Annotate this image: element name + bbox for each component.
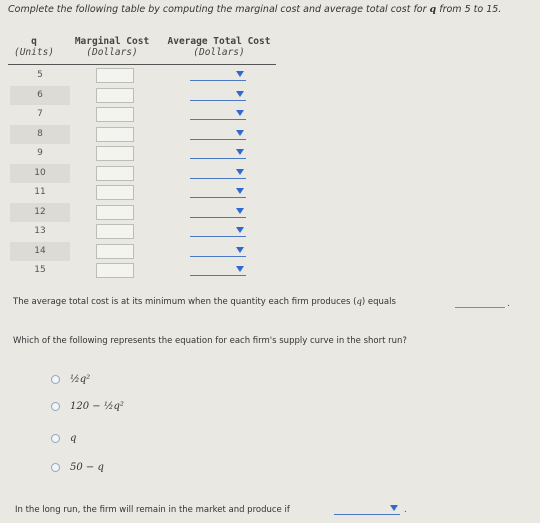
table-row: [8, 222, 276, 242]
q-value: 10: [10, 164, 70, 183]
marginal-cost-input[interactable]: [96, 166, 134, 181]
radio-button[interactable]: [51, 402, 60, 411]
supply-option-2[interactable]: [51, 401, 124, 412]
supply-option-3[interactable]: [51, 433, 76, 444]
average-total-cost-dropdown[interactable]: [190, 263, 246, 276]
table-row: [8, 203, 276, 223]
header-divider: [8, 64, 276, 65]
marginal-cost-input[interactable]: [96, 224, 134, 239]
marginal-cost-input[interactable]: [96, 127, 134, 142]
q-value: 8: [10, 125, 70, 144]
average-total-cost-dropdown[interactable]: [190, 68, 246, 81]
supply-option-1[interactable]: [51, 374, 90, 385]
header-q-unit: (Units): [13, 47, 55, 58]
marginal-cost-input[interactable]: [96, 205, 134, 220]
table-row: [8, 125, 276, 145]
q1-variable: q: [356, 297, 362, 307]
marginal-cost-input[interactable]: [96, 68, 134, 83]
chevron-down-icon: [236, 130, 244, 136]
q-value: 12: [10, 203, 70, 222]
table-row: [8, 105, 276, 125]
average-total-cost-dropdown[interactable]: [190, 166, 246, 179]
q-value: 15: [34, 265, 46, 275]
q-value: 7: [37, 109, 43, 119]
supply-option-4[interactable]: [51, 462, 104, 473]
chevron-down-icon: [236, 188, 244, 194]
question-supply-curve: Which of the following represents the equation for each firm's supply curve in the short run?: [13, 336, 407, 346]
radio-button[interactable]: [51, 463, 60, 472]
chevron-down-icon: [236, 247, 244, 253]
average-total-cost-dropdown[interactable]: [190, 88, 246, 101]
min-atc-quantity-input[interactable]: [455, 307, 505, 308]
table-row: [8, 86, 276, 106]
average-total-cost-dropdown[interactable]: [190, 205, 246, 218]
marginal-cost-input[interactable]: [96, 146, 134, 161]
cost-table: [8, 66, 276, 281]
average-total-cost-dropdown[interactable]: [190, 127, 246, 140]
table-row: [8, 261, 276, 281]
table-row: [8, 242, 276, 262]
average-total-cost-dropdown[interactable]: [190, 244, 246, 257]
supply-option-4-label: 50 − q: [70, 462, 104, 473]
q1-end: .: [507, 299, 510, 309]
chevron-down-icon: [236, 266, 244, 272]
table-row: [8, 164, 276, 184]
header-atc-title: Average Total Cost: [167, 36, 271, 47]
marginal-cost-input[interactable]: [96, 263, 134, 278]
question-long-run: In the long run, the firm will remain in the market and produce if: [15, 505, 290, 515]
header-average-total-cost: [160, 36, 278, 58]
q-value: 6: [10, 86, 70, 105]
q-value: 11: [34, 187, 46, 197]
radio-button[interactable]: [51, 375, 60, 384]
header-q: [12, 36, 56, 58]
header-mc-unit: (Dollars): [86, 47, 138, 58]
average-total-cost-dropdown[interactable]: [190, 185, 246, 198]
instructions: [8, 4, 501, 15]
chevron-down-icon: [236, 208, 244, 214]
supply-option-1-label: ½q²: [70, 374, 91, 385]
average-total-cost-dropdown[interactable]: [190, 146, 246, 159]
instructions-prefix: Complete the following table by computing the marginal cost and average total cost for: [8, 4, 427, 15]
header-mc-title: Marginal Cost: [74, 36, 150, 47]
supply-option-2-label: 120 − ½q²: [70, 401, 124, 412]
chevron-down-icon: [236, 110, 244, 116]
q1-prefix: The average total cost is at its minimum when the quantity each firm produces (: [13, 297, 357, 307]
header-atc-unit: (Dollars): [193, 47, 245, 58]
q3-end: .: [404, 505, 407, 515]
marginal-cost-input[interactable]: [96, 88, 134, 103]
chevron-down-icon: [236, 227, 244, 233]
marginal-cost-input[interactable]: [96, 185, 134, 200]
chevron-down-icon: [236, 91, 244, 97]
marginal-cost-input[interactable]: [96, 107, 134, 122]
chevron-down-icon: [236, 149, 244, 155]
q-value: 14: [10, 242, 70, 261]
header-marginal-cost: [70, 36, 154, 58]
table-row: [8, 144, 276, 164]
chevron-down-icon: [390, 505, 398, 511]
instructions-suffix: from 5 to 15.: [439, 4, 502, 15]
average-total-cost-dropdown[interactable]: [190, 224, 246, 237]
question-min-atc: [13, 297, 396, 307]
chevron-down-icon: [236, 169, 244, 175]
q1-suffix: ) equals: [361, 297, 396, 307]
q-value: 9: [37, 148, 43, 158]
long-run-condition-dropdown[interactable]: [334, 503, 400, 515]
table-row: [8, 183, 276, 203]
q-value: 5: [37, 70, 43, 80]
supply-option-3-label: q: [70, 433, 77, 444]
chevron-down-icon: [236, 71, 244, 77]
marginal-cost-input[interactable]: [96, 244, 134, 259]
average-total-cost-dropdown[interactable]: [190, 107, 246, 120]
radio-button[interactable]: [51, 434, 60, 443]
instructions-variable: q: [429, 4, 437, 15]
table-row: [8, 66, 276, 86]
header-q-title: q: [31, 36, 37, 47]
q-value: 13: [34, 226, 46, 236]
